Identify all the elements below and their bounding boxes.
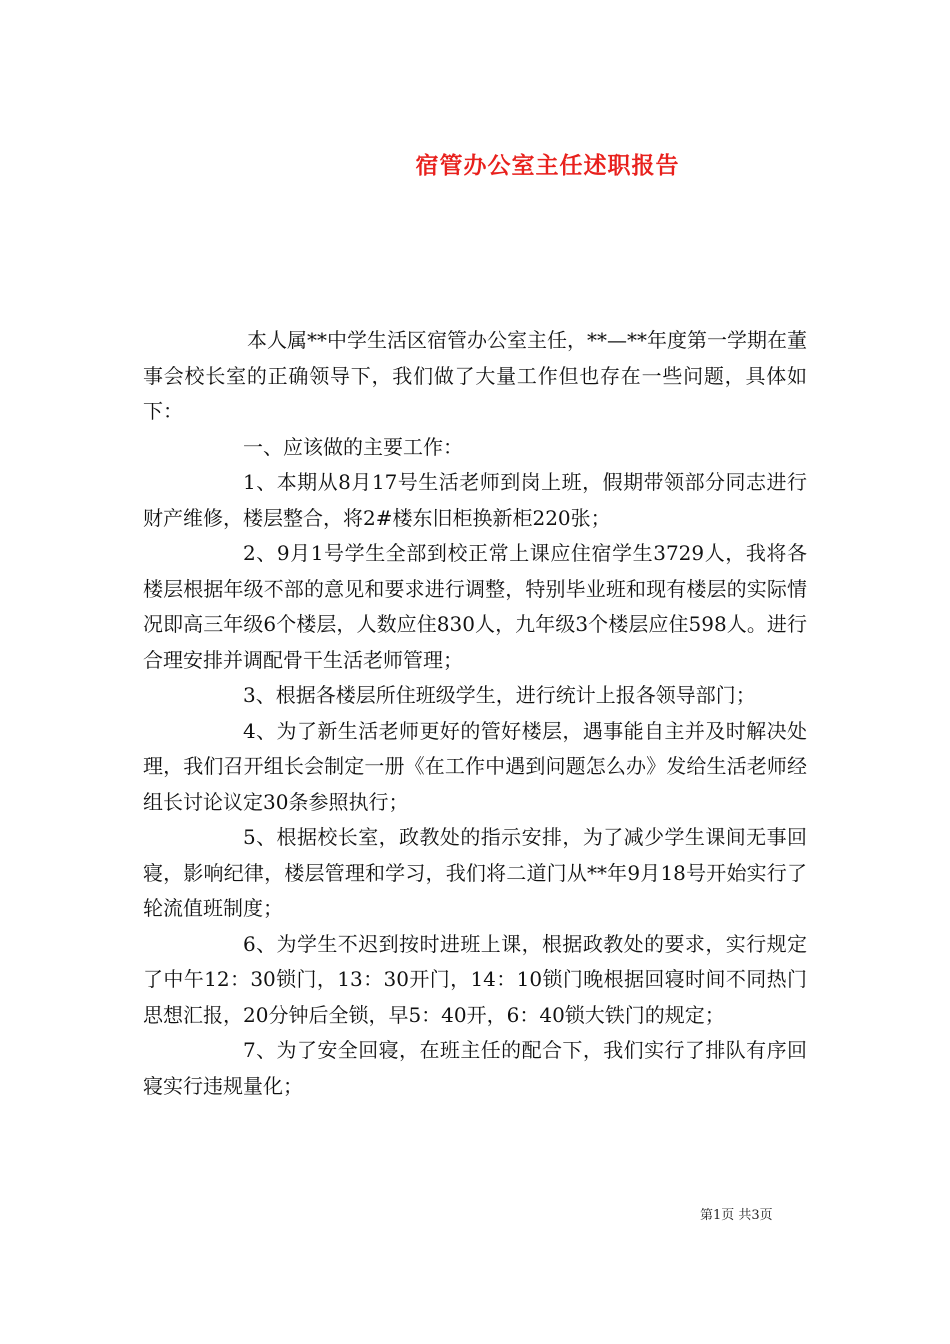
list-item: 4、为了新生活老师更好的管好楼层，遇事能自主并及时解决处理，我们召开组长会制定一册《在工作中遇到问题怎么办》发给生活老师经组长讨论议定30条参照执行； [143, 718, 807, 814]
list-item: 2、9月1号学生全部到校正常上课应住宿学生3729人，我将各楼层根据年级不部的意见和要求进行调整，特别毕业班和现有楼层的实际情况即高三年级6个楼层，人数应住830人，九年级3个楼层应住598人。进行合理安排并调配骨干生活老师管理； [143, 541, 807, 672]
list-item: 7、为了安全回寝，在班主任的配合下，我们实行了排队有序回寝实行违规量化； [143, 1038, 807, 1098]
list-item: 1、本期从8月17号生活老师到岗上班，假期带领部分同志进行财产维修，楼层整合，将2#楼东旧柜换新柜220张； [143, 470, 807, 530]
page-title: 宿管办公室主任述职报告 [415, 153, 680, 180]
intro-paragraph: 本人属**中学生活区宿管办公室主任，**—**年度第一学期在董事会校长室的正确领导下，我们做了大量工作但也存在一些问题，具体如下： [143, 328, 807, 423]
list-item: 5、根据校长室，政教处的指示安排，为了减少学生课间无事回寝，影响纪律，楼层管理和学习，我们将二道门从**年9月18号开始实行了轮流值班制度； [143, 825, 807, 920]
list-item: 6、为学生不迟到按时进班上课，根据政教处的要求，实行规定了中午12：30锁门，13：30开门，14：10锁门晚根据回寝时间不同热门思想汇报，20分钟后全锁，早5：40开，6：40锁大铁门的规定； [143, 931, 807, 1027]
document-body [143, 323, 807, 1104]
section-heading: 一、应该做的主要工作： [243, 434, 463, 459]
list-item: 3、根据各楼层所住班级学生，进行统计上报各领导部门； [243, 683, 756, 707]
page-number: 第1页 共3页 [700, 1208, 773, 1223]
